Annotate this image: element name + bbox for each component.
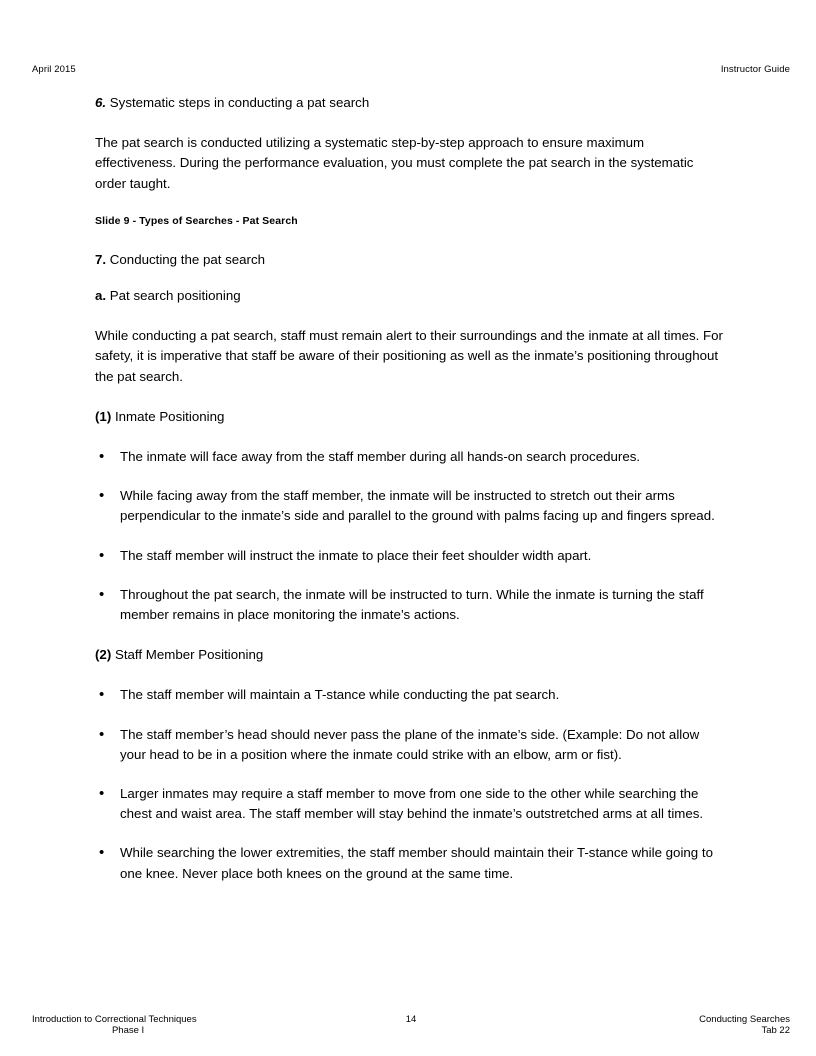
list-item: [95, 784, 725, 824]
footer-page-number: 14: [405, 1014, 417, 1025]
header-title: Instructor Guide: [720, 64, 790, 75]
section-number-a: a.: [95, 287, 107, 303]
list-item-text: While searching the lower extremities, the staff member should maintain their T-stance while going to one knee. Never place both knees on the ground at the same time.: [120, 845, 713, 881]
page-footer: [32, 1014, 790, 1036]
section-number-7: 7.: [95, 251, 107, 267]
list-item: [95, 685, 725, 705]
document-body: [95, 93, 725, 884]
section-title-1: Inmate Positioning: [114, 408, 225, 424]
bullet-icon: •: [99, 447, 105, 465]
list-item-text: While facing away from the staff member, the inmate will be instructed to stretch out their arms perpendicular to the inmate’s side and parallel to the ground with palms facing up and fingers spread.: [120, 488, 715, 524]
paragraph-systematic: The pat search is conducted utilizing a systematic step-by-step approach to ensure maximum effectiveness. During the performance evaluation, you must complete the pat search in the systematic order taught.: [95, 135, 694, 191]
list-item-text: Larger inmates may require a staff member to move from one side to the other while searching the chest and waist area. The staff member will stay behind the inmate’s outstretched arms at all times.: [120, 786, 704, 822]
bullet-icon: •: [99, 844, 105, 862]
list-item-text: The staff member will instruct the inmate to place their feet shoulder width apart.: [120, 547, 592, 563]
footer-section-info: [540, 1014, 790, 1036]
bullet-icon: •: [99, 487, 105, 505]
list-item-text: The staff member will maintain a T-stance while conducting the pat search.: [120, 687, 560, 703]
section-heading-6: [95, 93, 725, 113]
header-date: April 2015: [32, 64, 76, 75]
footer-course-info: [32, 1014, 282, 1036]
section-title-a: Pat search positioning: [109, 287, 241, 303]
list-item-text: Throughout the pat search, the inmate will be instructed to turn. While the inmate is turning the staff member remains in place monitoring the inmate’s actions.: [120, 586, 704, 622]
section-heading-7: [95, 250, 725, 270]
section-heading-2: [95, 645, 725, 665]
paragraph-positioning: While conducting a pat search, staff must remain alert to their surroundings and the inmate at all times. For safety, it is imperative that staff be aware of their positioning as well as the inmate’s positioning throughout the pat search.: [95, 328, 723, 384]
section-number-1: (1): [95, 408, 112, 424]
page-header: [32, 64, 790, 75]
bullet-icon: •: [99, 686, 105, 704]
list-item: [95, 585, 725, 625]
footer-section-title: Conducting Searches: [699, 1014, 790, 1025]
list-item: [95, 447, 725, 467]
section-number-6: 6.: [95, 95, 107, 110]
bullet-list-staff-positioning: [95, 685, 725, 883]
section-heading-1: [95, 407, 725, 427]
list-item: [95, 546, 725, 566]
footer-course-phase: Phase I: [111, 1025, 145, 1036]
section-heading-a: [95, 286, 725, 306]
footer-course-title: Introduction to Correctional Techniques: [32, 1014, 197, 1025]
list-item: [95, 843, 725, 883]
bullet-icon: •: [99, 546, 105, 564]
list-item: [95, 486, 725, 526]
bullet-list-inmate-positioning: [95, 447, 725, 625]
list-item-text: The staff member’s head should never pass the plane of the inmate’s side. (Example: Do not allow your head to be in a position where the inmate could strike with an elbow, arm or fist).: [120, 726, 700, 762]
section-title-7: Conducting the pat search: [109, 251, 266, 267]
list-item-text: The inmate will face away from the staff member during all hands-on search procedures.: [120, 448, 641, 464]
section-title-2: Staff Member Positioning: [114, 647, 264, 663]
list-item: [95, 725, 725, 765]
bullet-icon: •: [99, 585, 105, 603]
bullet-icon: •: [99, 725, 105, 743]
section-number-2: (2): [95, 647, 112, 663]
slide-note-9: Slide 9 - Types of Searches - Pat Search: [95, 214, 298, 227]
section-title-6: Systematic steps in conducting a pat search: [109, 95, 370, 110]
footer-tab: Tab 22: [761, 1025, 790, 1036]
bullet-icon: •: [99, 785, 105, 803]
